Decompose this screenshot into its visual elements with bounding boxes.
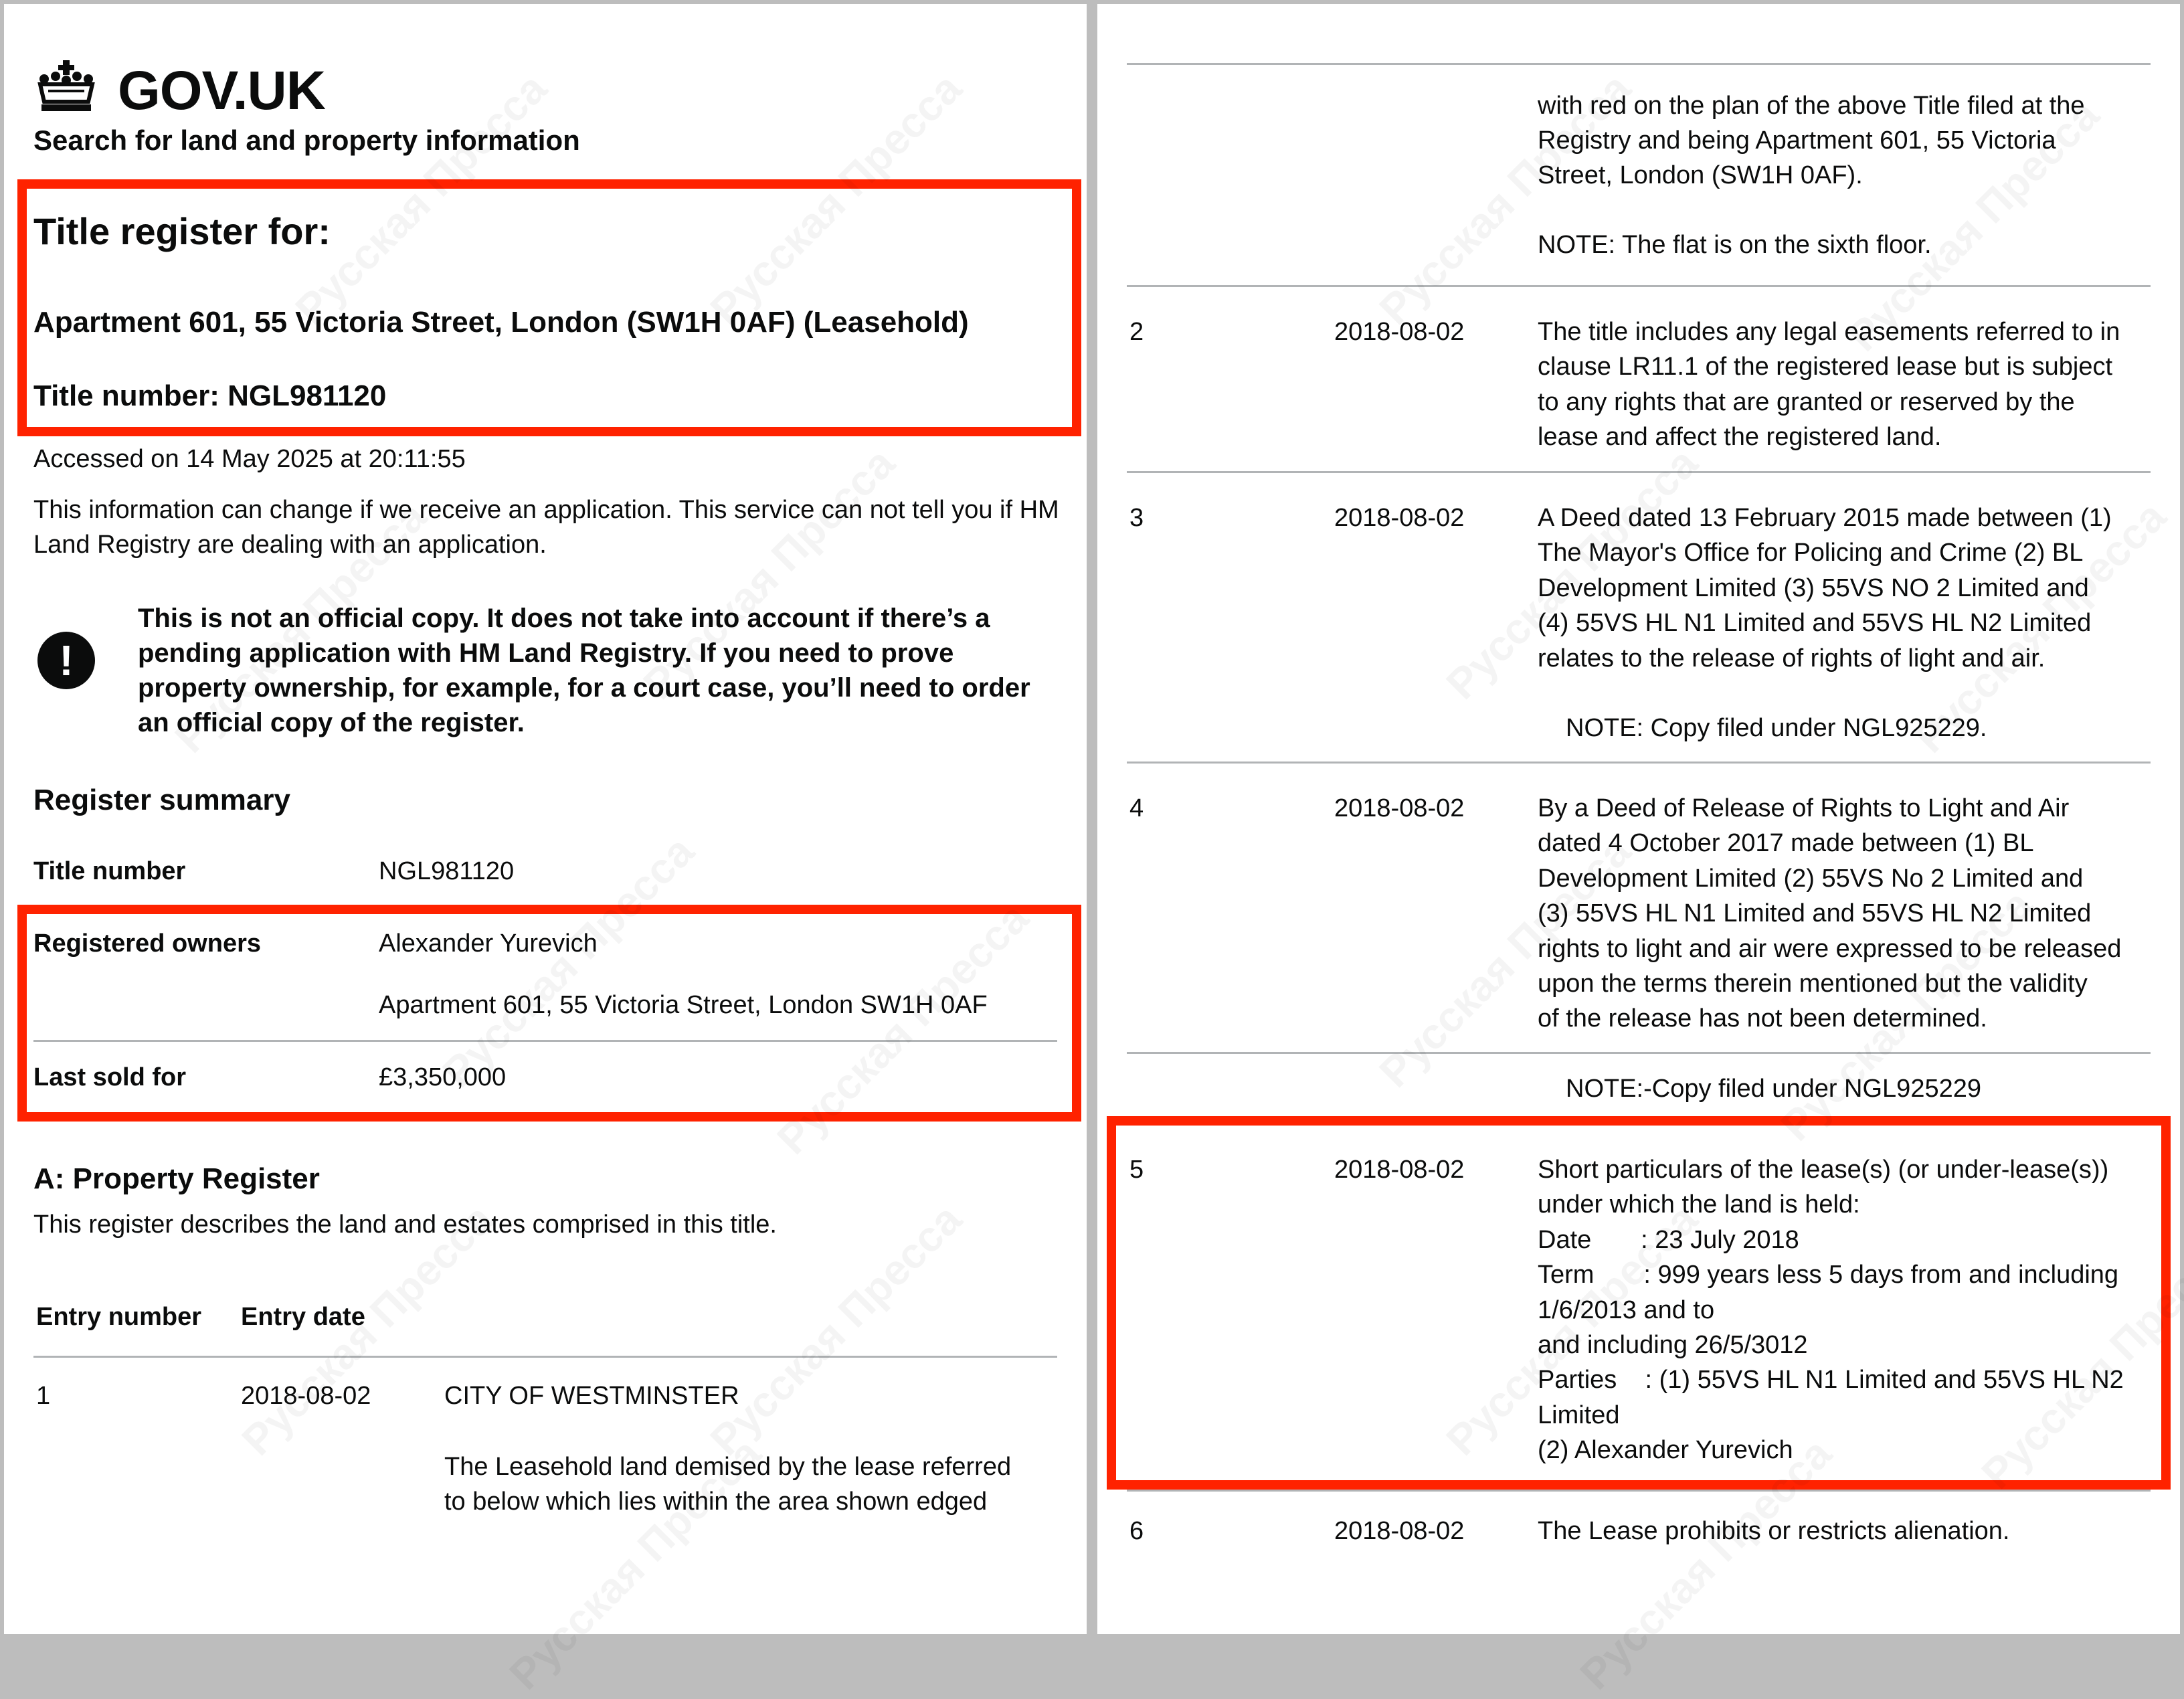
row-divider xyxy=(1127,285,2151,287)
entry-4-text: By a Deed of Release of Rights to Light and Air xyxy=(1538,794,2070,822)
property-register-description: This register describes the land and estates comprised in this title. xyxy=(33,1211,777,1239)
register-summary-heading: Register summary xyxy=(33,784,290,816)
row-divider xyxy=(1127,1490,2151,1492)
entry-4-note: NOTE:-Copy filed under NGL925229 xyxy=(1566,1075,1981,1103)
entry-3-number: 3 xyxy=(1129,504,1144,532)
title-number-heading: Title number: NGL981120 xyxy=(33,379,387,412)
entry-1-continued-text: Registry and being Apartment 601, 55 Victoria xyxy=(1538,126,2056,155)
entry-5-text: Short particulars of the lease(s) (or under-lease(s)) xyxy=(1538,1156,2109,1184)
entry-6-date: 2018-08-02 xyxy=(1334,1517,1465,1545)
right-page xyxy=(1097,4,2180,1634)
row-divider xyxy=(1127,762,2151,764)
warning-text: This is not an official copy. It does not take into account if there’s a pending application with HM Land Registry. If you need to prove property ownership, for example, for a court case, you’ll need to order an official copy of the register. xyxy=(138,604,1030,737)
summary-owners-label: Registered owners xyxy=(33,929,261,958)
entry-2-number: 2 xyxy=(1129,318,1144,346)
entry-2-date: 2018-08-02 xyxy=(1334,318,1465,346)
entry-5-number: 5 xyxy=(1129,1156,1144,1184)
entry-1-note: NOTE: The flat is on the sixth floor. xyxy=(1538,231,1932,259)
entry-3-text: relates to the release of rights of light and air. xyxy=(1538,644,2045,673)
property-address: Apartment 601, 55 Victoria Street, London (SW1H 0AF) (Leasehold) xyxy=(33,306,969,339)
entry-3-text: A Deed dated 13 February 2015 made between (1) xyxy=(1538,504,2112,532)
entry-4-number: 4 xyxy=(1129,794,1144,822)
entry-5-text: 1/6/2013 and to xyxy=(1538,1295,1715,1324)
column-header-entry-number: Entry number xyxy=(36,1303,202,1331)
entry-3-text: Development Limited (3) 55VS NO 2 Limited and xyxy=(1538,573,2089,602)
entry-1-text: to below which lies within the area shown edged xyxy=(444,1488,988,1516)
entry-4-text: dated 4 October 2017 made between (1) BL xyxy=(1538,829,2034,858)
entry-1-continued-text: with red on the plan of the above Title filed at the xyxy=(1538,92,2085,120)
entry-6-number: 6 xyxy=(1129,1517,1144,1545)
entry-5-text: Date : 23 July 2018 xyxy=(1538,1225,1799,1254)
entry-5-text: under which the land is held: xyxy=(1538,1190,1860,1219)
entry-5-text: (2) Alexander Yurevich xyxy=(1538,1436,1793,1465)
entry-3-text: (4) 55VS HL N1 Limited and 55VS HL N2 Limited xyxy=(1538,609,2092,638)
info-text: This information can change if we receive an application. This service can not tell you if HM Land Registry are dealing with an application. xyxy=(33,496,1059,559)
exclamation-icon: ! xyxy=(37,632,95,689)
entry-1-text: The Leasehold land demised by the lease referred xyxy=(444,1453,1012,1481)
page-title: Title register for: xyxy=(33,210,331,252)
entry-5-text: Parties : (1) 55VS HL N1 Limited and 55VS HL N2 xyxy=(1538,1366,2124,1395)
divider xyxy=(33,1040,1057,1042)
entry-6-text: The Lease prohibits or restricts alienation. xyxy=(1538,1517,2010,1545)
summary-title-number-value: NGL981120 xyxy=(379,857,515,885)
entry-4-text: of the release has not been determined. xyxy=(1538,1004,1987,1033)
property-register-heading: A: Property Register xyxy=(33,1162,320,1195)
summary-title-number-label: Title number xyxy=(33,857,186,885)
left-page xyxy=(4,4,1087,1634)
column-header-entry-date: Entry date xyxy=(241,1303,365,1331)
service-name[interactable]: Search for land and property information xyxy=(33,124,580,156)
entry-1-date: 2018-08-02 xyxy=(241,1382,371,1410)
entry-2-text: clause LR11.1 of the registered lease but is subject xyxy=(1538,353,2113,381)
row-divider xyxy=(1127,471,2151,473)
entry-2-text: The title includes any legal easements referred to in xyxy=(1538,318,2120,346)
entry-5-text: Limited xyxy=(1538,1401,1620,1429)
entry-2-text: to any rights that are granted or reserved by the xyxy=(1538,387,2075,416)
entry-1-text: CITY OF WESTMINSTER xyxy=(444,1382,739,1410)
entry-4-text: upon the terms therein mentioned but the validity xyxy=(1538,970,2088,998)
entry-5-text: Term : 999 years less 5 days from and including xyxy=(1538,1261,2119,1289)
summary-last-sold-label: Last sold for xyxy=(33,1063,187,1091)
entry-4-text: rights to light and air were expressed to be released xyxy=(1538,934,2122,963)
entry-5-text: and including 26/5/3012 xyxy=(1538,1331,1808,1359)
summary-last-sold-value: £3,350,000 xyxy=(379,1063,507,1091)
entry-2-text: lease and affect the registered land. xyxy=(1538,423,1942,452)
divider xyxy=(1127,63,2151,65)
row-divider xyxy=(1127,1052,2151,1054)
entry-1-continued-text: Street, London (SW1H 0AF). xyxy=(1538,161,1863,189)
govuk-logo[interactable]: GOV.UK xyxy=(118,60,325,121)
accessed-timestamp: Accessed on 14 May 2025 at 20:11:55 xyxy=(33,445,466,473)
summary-owner-name: Alexander Yurevich xyxy=(379,929,598,958)
entry-4-text: Development Limited (2) 55VS No 2 Limited and xyxy=(1538,864,2084,893)
entry-4-date: 2018-08-02 xyxy=(1334,794,1465,822)
entry-1-number: 1 xyxy=(36,1382,51,1410)
entry-4-text: (3) 55VS HL N1 Limited and 55VS HL N2 Limited xyxy=(1538,899,2092,928)
entry-3-date: 2018-08-02 xyxy=(1334,504,1465,532)
summary-owner-address: Apartment 601, 55 Victoria Street, London SW1H 0AF xyxy=(379,991,988,1019)
entry-3-text: The Mayor's Office for Policing and Crime (2) BL xyxy=(1538,539,2084,567)
entry-3-note: NOTE: Copy filed under NGL925229. xyxy=(1566,714,1987,743)
entry-5-date: 2018-08-02 xyxy=(1334,1156,1465,1184)
table-header-divider xyxy=(33,1356,1057,1358)
crown-icon xyxy=(37,60,95,114)
